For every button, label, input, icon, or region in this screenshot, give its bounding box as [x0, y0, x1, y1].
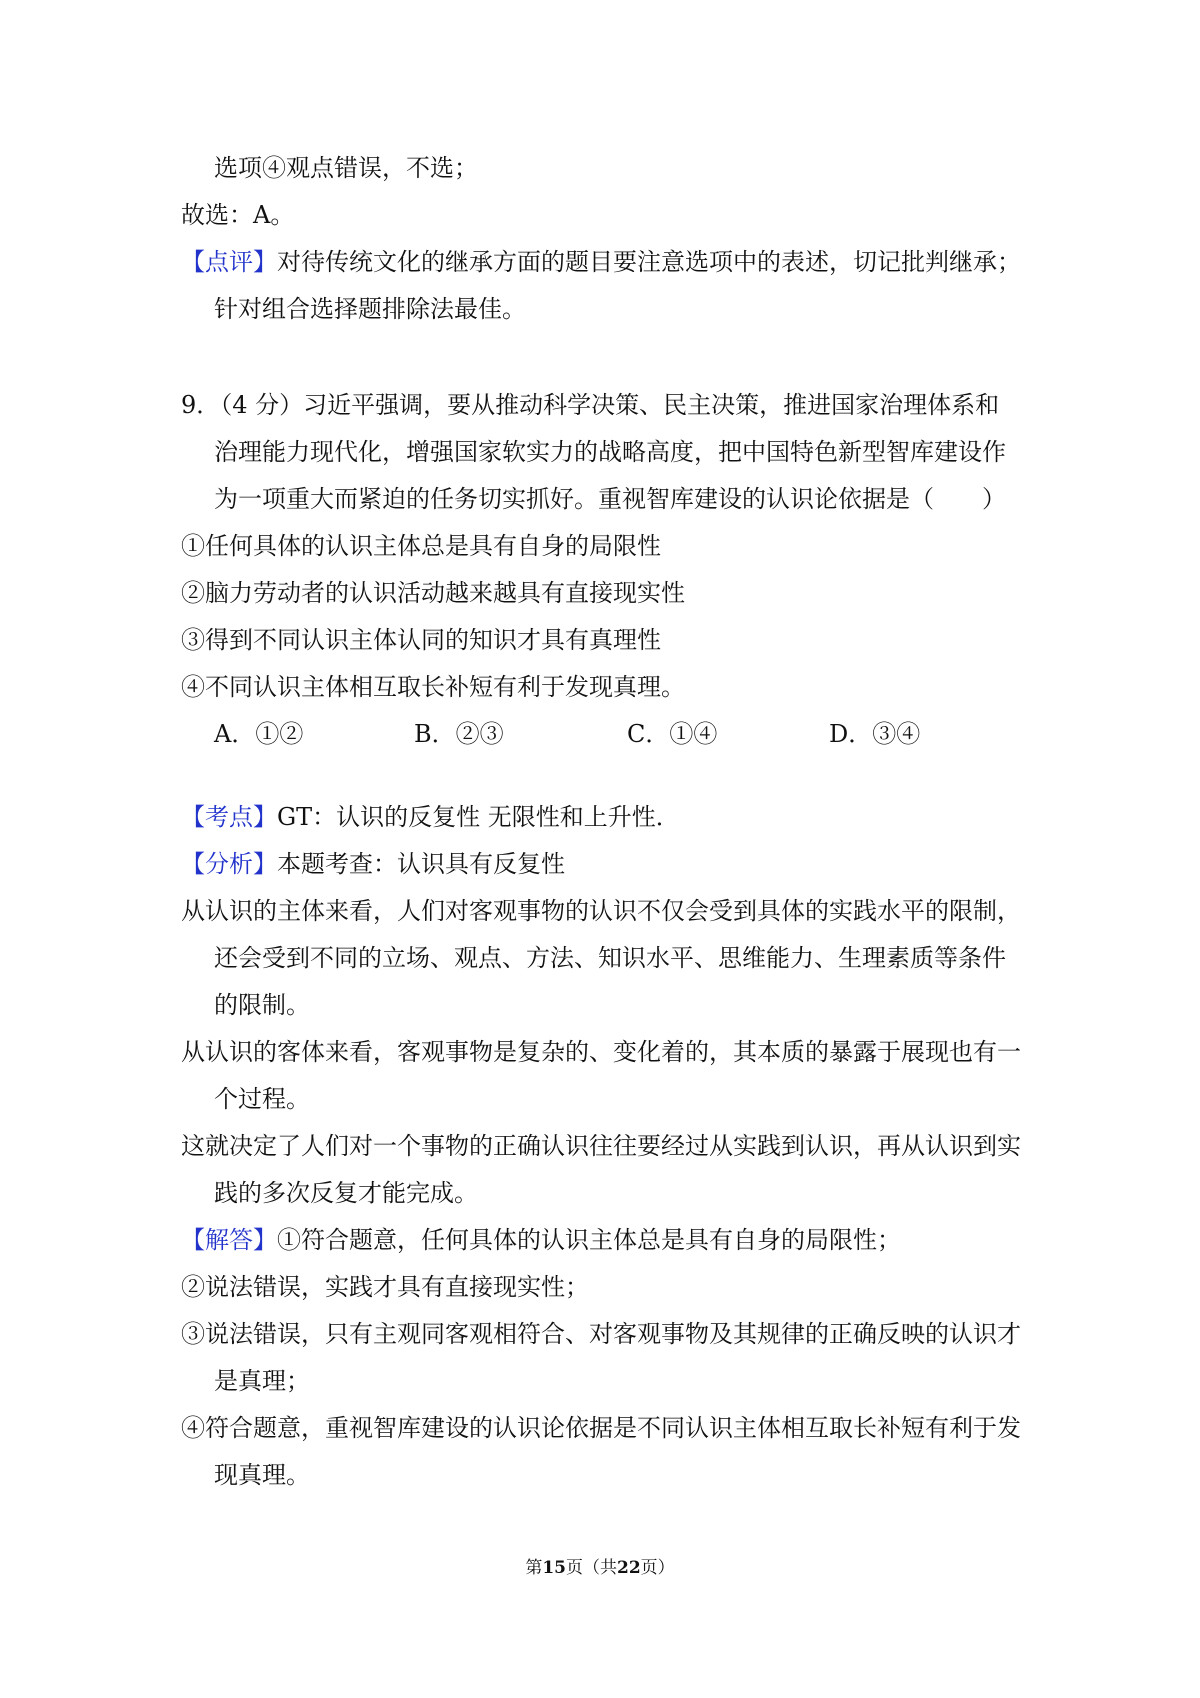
- page-footer: [0, 1556, 1200, 1580]
- prev-answer-line: 故选：A。: [181, 201, 295, 229]
- footer-middle: 页（共: [566, 1558, 617, 1578]
- analysis-p1-line2: 还会受到不同的立场、观点、方法、知识水平、思维能力、生理素质等条件: [214, 944, 1006, 972]
- jieda-text: ①符合题意，任何具体的认识主体总是具有自身的局限性；: [277, 1226, 901, 1254]
- analysis-p3-line1: 这就决定了人们对一个事物的正确认识往往要经过从实践到认识，再从认识到实: [181, 1132, 1021, 1160]
- analysis-p2-line2: 个过程。: [214, 1085, 310, 1113]
- jieda-line5: ④符合题意，重视智库建设的认识论依据是不同认识主体相互取长补短有利于发: [181, 1414, 1021, 1442]
- q9-options: [181, 711, 1041, 758]
- footer-total-pages: 22: [617, 1558, 641, 1578]
- footer-suffix: 页）: [640, 1558, 675, 1578]
- q9-statement-2: ②脑力劳动者的认识活动越来越具有直接现实性: [181, 579, 685, 607]
- prev-comment-line2: 针对组合选择题排除法最佳。: [214, 295, 526, 323]
- q9-statement-4: ④不同认识主体相互取长补短有利于发现真理。: [181, 673, 685, 701]
- fenxi-text: 本题考查：认识具有反复性: [277, 850, 565, 878]
- analysis-p1-line1: 从认识的主体来看，人们对客观事物的认识不仅会受到具体的实践水平的限制，: [181, 897, 1021, 925]
- kaodian-tag: 【考点】: [181, 803, 277, 831]
- jieda-line4: 是真理；: [214, 1367, 310, 1395]
- prev-option4-line: 选项④观点错误，不选；: [214, 154, 478, 182]
- jieda-line6: 现真理。: [214, 1461, 310, 1489]
- spacer: [181, 758, 1041, 794]
- q9-option-d: D．③④: [829, 720, 921, 748]
- q9-stem-line1: 9．（4 分）习近平强调，要从推动科学决策、民主决策，推进国家治理体系和: [181, 391, 1000, 419]
- jieda-line3: ③说法错误，只有主观同客观相符合、对客观事物及其规律的正确反映的认识才: [181, 1320, 1021, 1348]
- jieda-tag: 【解答】: [181, 1226, 277, 1254]
- q9-stem-line2: 治理能力现代化，增强国家软实力的战略高度，把中国特色新型智库建设作: [214, 438, 1006, 466]
- q9-fenxi-line: [181, 841, 1041, 888]
- comment-text: 对待传统文化的继承方面的题目要注意选项中的表述，切记批判继承；: [277, 248, 1021, 276]
- q9-statement-1: ①任何具体的认识主体总是具有自身的局限性: [181, 532, 661, 560]
- spacer: [181, 333, 1041, 382]
- page-content: [181, 145, 1041, 1499]
- q9-jieda-line: [181, 1217, 1041, 1264]
- footer-prefix: 第: [525, 1558, 543, 1578]
- q9-stem-line3: 为一项重大而紧迫的任务切实抓好。重视智库建设的认识论依据是（ ）: [214, 485, 1006, 513]
- analysis-p1-line3: 的限制。: [214, 991, 310, 1019]
- q9-option-c: C．①④: [627, 720, 718, 748]
- q9-statement-3: ③得到不同认识主体认同的知识才具有真理性: [181, 626, 661, 654]
- q9-option-b: B．②③: [414, 720, 504, 748]
- analysis-p2-line1: 从认识的客体来看，客观事物是复杂的、变化着的，其本质的暴露于展现也有一: [181, 1038, 1021, 1066]
- fenxi-tag: 【分析】: [181, 850, 277, 878]
- footer-page-number: 15: [542, 1558, 566, 1578]
- analysis-p3-line2: 践的多次反复才能完成。: [214, 1179, 478, 1207]
- q9-option-a: A．①②: [214, 720, 304, 748]
- prev-comment-line: [181, 239, 1041, 286]
- jieda-line2: ②说法错误，实践才具有直接现实性；: [181, 1273, 589, 1301]
- kaodian-text: GT：认识的反复性 无限性和上升性．: [277, 803, 680, 831]
- q9-kaodian-line: [181, 794, 1041, 841]
- comment-tag: 【点评】: [181, 248, 277, 276]
